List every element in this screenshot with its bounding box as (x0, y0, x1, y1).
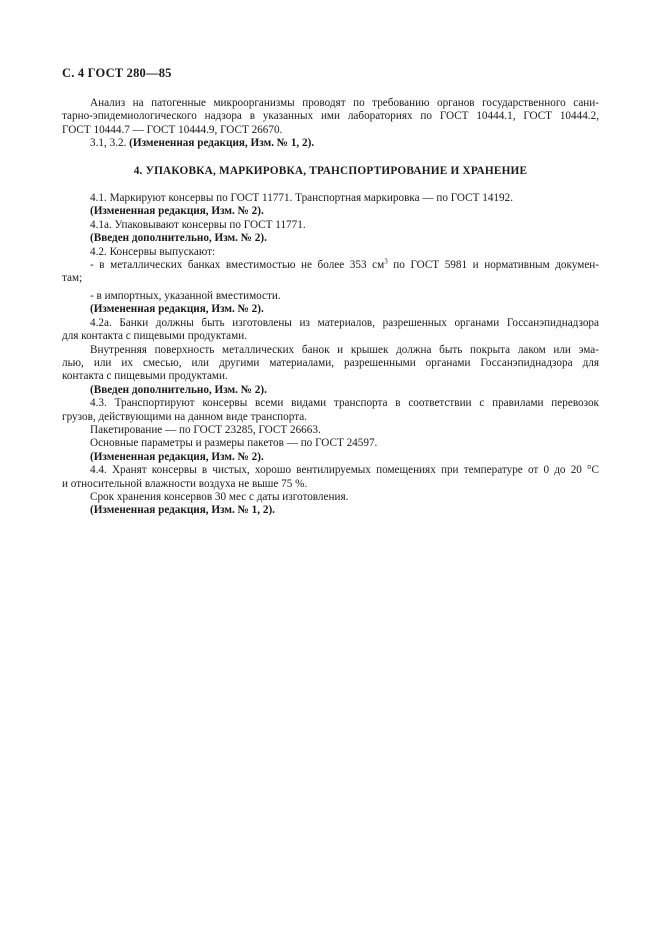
list-item-text: по ГОСТ 5981 и нормативным докумен- (387, 259, 600, 272)
paragraph-line: грузов, действующими на данном виде транспорта. (62, 410, 307, 423)
superscript: 3 (384, 257, 388, 266)
paragraph-line: ГОСТ 10444.7 — ГОСТ 10444.9, ГОСТ 26670. (62, 123, 283, 136)
clause-4-2a: 4.2а. Банки должны быть изготовлены из материалов, разрешенных органами Госсанэпиднадзора (90, 316, 599, 329)
paragraph-line: Пакетирование — по ГОСТ 23285, ГОСТ 26663. (90, 423, 321, 436)
amendment-note: (Измененная редакция, Изм. № 2). (90, 303, 264, 316)
clause-4-4: 4.4. Хранят консервы в чистых, хорошо вентилируемых помещениях при температуре от 0 до 20 °С (90, 464, 599, 477)
list-item (62, 259, 599, 272)
clause-ref: 3.1, 3.2. (90, 137, 130, 150)
clause-4-2: 4.2. Консервы выпускают: (90, 245, 216, 258)
paragraph-line: Срок хранения консервов 30 мес с даты изготовления. (90, 490, 349, 503)
clause-4-3: 4.3. Транспортируют консервы всеми видами транспорта в соответствии с правилами перевозок (90, 397, 599, 410)
paragraph-line: контакта с пищевыми продуктами. (62, 370, 228, 383)
amendment-note: (Измененная редакция, Изм. № 2). (90, 450, 264, 463)
amendment-note: (Измененная редакция, Изм. № 1, 2). (90, 504, 275, 517)
amendment-note: (Введен дополнительно, Изм. № 2). (90, 232, 267, 245)
amendment-note: (Измененная редакция, Изм. № 2). (90, 205, 264, 218)
list-item-text: - в металлических банках вместимостью не более 353 см (90, 259, 385, 272)
clause-4-1: 4.1. Маркируют консервы по ГОСТ 11771. Транспортная маркировка — по ГОСТ 14192. (90, 192, 514, 205)
paragraph-line: Основные параметры и размеры пакетов — по ГОСТ 24597. (90, 437, 378, 450)
clause-4-1a: 4.1а. Упаковывают консервы по ГОСТ 11771. (90, 218, 306, 231)
paragraph-line: тарно-эпидемиологического надзора в указанных ими лабораториях по ГОСТ 10444.1, ГОСТ 10444.2, (62, 110, 599, 123)
paragraph-line: для контакта с пищевыми продуктами. (62, 330, 247, 343)
paragraph-line: лью, или их смесью, или другими материалами, разрешенными органами Госсанэпиднадзора для (62, 356, 599, 369)
paragraph-line: и относительной влажности воздуха не выше 75 %. (62, 477, 308, 490)
paragraph-line: Внутренняя поверхность металлических банок и крышек должна быть покрыта лаком или эма- (90, 343, 599, 356)
page-header: С. 4 ГОСТ 280—85 (62, 66, 172, 80)
paragraph-line: Анализ на патогенные микроорганизмы проводят по требованию органов государственного сани- (90, 97, 599, 109)
document-body (62, 97, 599, 518)
amendment-line (62, 137, 599, 150)
list-item-continuation: там; (62, 272, 83, 285)
amendment-note: (Введен дополнительно, Изм. № 2). (90, 383, 267, 396)
amendment-note: (Измененная редакция, Изм. № 1, 2). (129, 137, 315, 150)
list-item: - в импортных, указанной вместимости. (90, 289, 281, 302)
section-title: 4. УПАКОВКА, МАРКИРОВКА, ТРАНСПОРТИРОВАНИЕ И ХРАНЕНИЕ (133, 164, 528, 177)
